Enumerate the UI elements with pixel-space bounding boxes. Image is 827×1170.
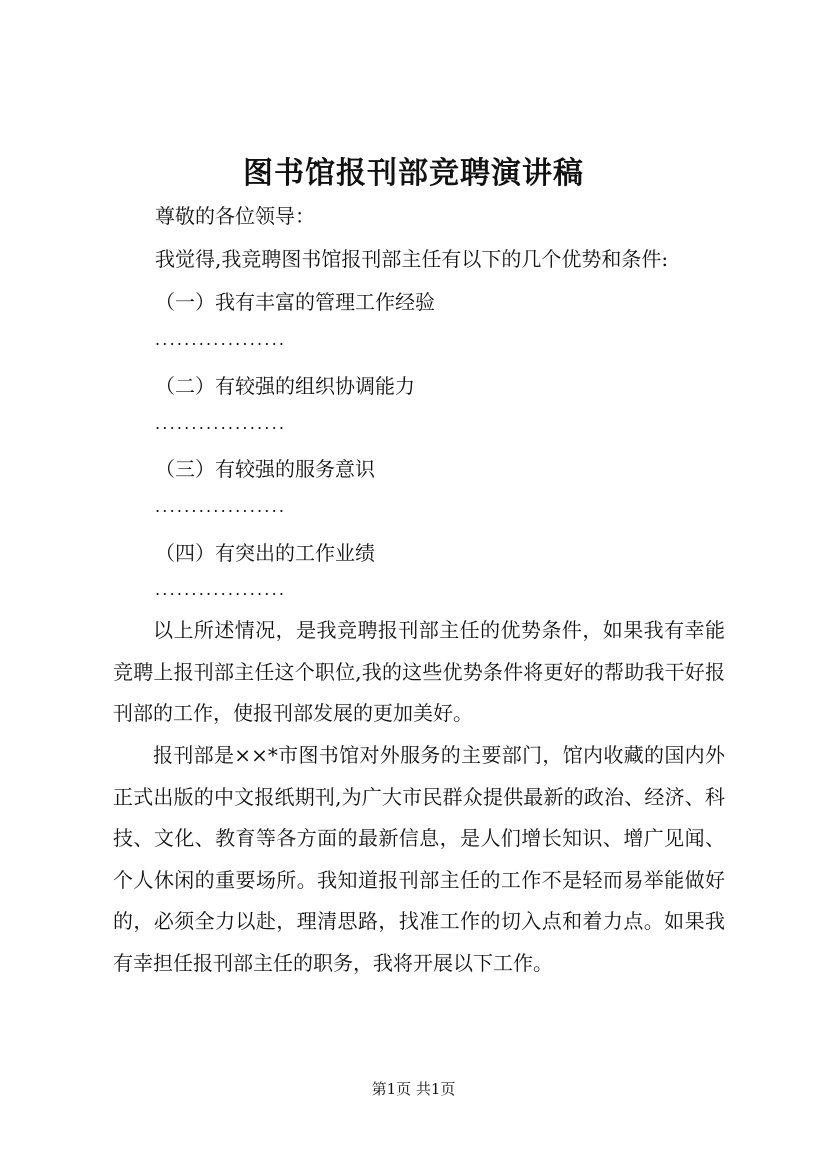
section-heading: （二）有较强的组织协调能力 — [155, 374, 415, 398]
section-ellipsis: .................. — [155, 330, 287, 349]
section-heading: （一）我有丰富的管理工作经验 — [155, 290, 435, 314]
page-footer: 第1页 共1页 — [371, 1080, 456, 1098]
intro-line: 我觉得,我竞聘图书馆报刊部主任有以下的几个优势和条件: — [155, 247, 669, 271]
salutation: 尊敬的各位领导： — [155, 204, 315, 228]
section-ellipsis: .................. — [155, 414, 287, 433]
section-ellipsis: .................. — [155, 497, 287, 516]
section-heading: （三）有较强的服务意识 — [155, 457, 375, 481]
body-paragraph: 报刊部是××*市图书馆对外服务的主要部门，馆内收藏的国内外正式出版的中文报纸期刊,为广大市民群众提供最新的政治、经济、科技、文化、教育等各方面的最新信息，是人们增长知识、增广见闻、个人休闲的重要场所。我知道报刊部主任的工作不是轻而易举能做好的，必须全力以赴，理清思路，找准工作的切入点和着力点。如果我有幸担任报刊部主任的职务，我将开展以下工作。 — [113, 743, 725, 975]
section-ellipsis: .................. — [155, 580, 287, 599]
body-paragraph: 以上所述情况，是我竞聘报刊部主任的优势条件，如果我有幸能竞聘上报刊部主任这个职位,我的这些优势条件将更好的帮助我干好报刊部的工作，使报刊部发展的更加美好。 — [113, 618, 725, 725]
document-title: 图书馆报刊部竞聘演讲稿 — [243, 156, 584, 191]
section-heading: （四）有突出的工作业绩 — [155, 541, 375, 565]
